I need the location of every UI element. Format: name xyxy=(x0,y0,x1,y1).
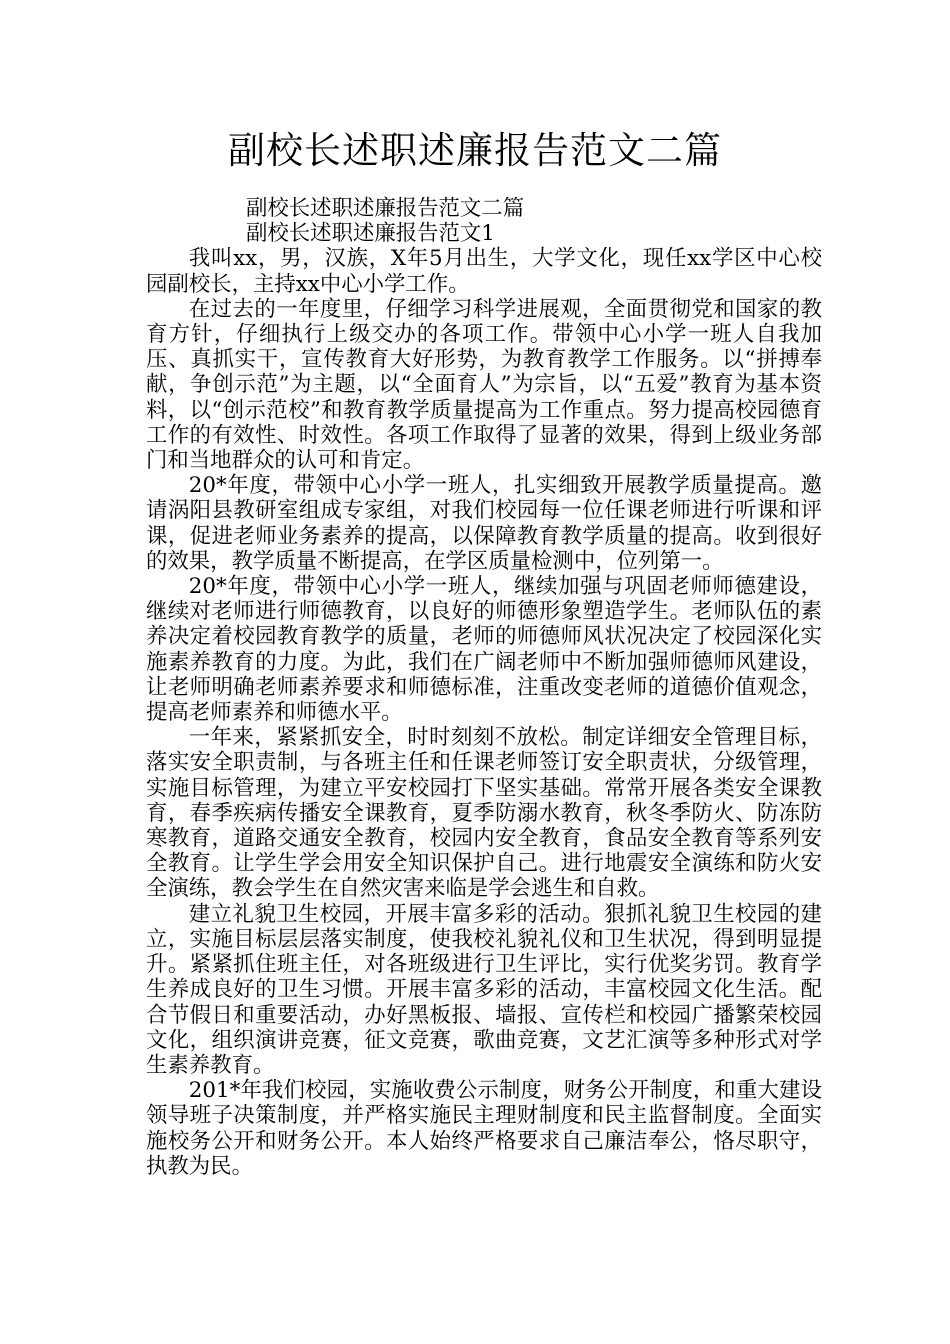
section-heading: 副校长述职述廉报告范文1 xyxy=(246,221,495,247)
document-subtitle: 副校长述职述廉报告范文二篇 xyxy=(246,196,525,221)
document-title: 副校长述职述廉报告范文二篇 xyxy=(228,129,722,172)
document-body xyxy=(146,196,822,1179)
paragraph-teacher-ethics: 20*年度，带领中心小学一班人，继续加强与巩固老师师德建设，继续对老师进行师德教育，以良好的师德形象塑造学生。老师队伍的素养决定着校园教育教学的质量，老师的师德师风状况决定了校园深化实施素养教育的力度。为此，我们在广阔老师中不断加强师德师风建设，让老师明确老师素养要求和师德标准，注重改变老师的道德价值观念，提高老师素养和师德水平。 xyxy=(146,574,822,726)
paragraph-safety: 一年来，紧紧抓安全，时时刻刻不放松。制定详细安全管理目标，落实安全职责制，与各班主任和任课老师签订安全职责状，分级管理，实施目标管理，为建立平安校园打下坚实基础。常常开展各类安全课教育，春季疾病传播安全课教育，夏季防溺水教育，秋冬季防火、防冻防寒教育，道路交通安全教育，校园内安全教育，食品安全教育等系列安全教育。让学生学会用安全知识保护自己。进行地震安全演练和防火安全演练，教会学生在自然灾害来临是学会逃生和自救。 xyxy=(146,725,822,902)
paragraph-teaching-quality: 20*年度，带领中心小学一班人，扎实细致开展教学质量提高。邀请涡阳县教研室组成专家组，对我们校园每一位任课老师进行听课和评课，促进老师业务素养的提高，以保障教育教学质量的提高。收到很好的效果，教学质量不断提高，在学区质量检测中，位列第一。 xyxy=(146,473,822,574)
paragraph-finance-integrity: 201*年我们校园，实施收费公示制度，财务公开制度，和重大建设领导班子决策制度，并严格实施民主理财制度和民主监督制度。全面实施校务公开和财务公开。本人始终严格要求自己廉洁奉公，恪尽职守，执教为民。 xyxy=(146,1078,822,1179)
paragraph-overview: 在过去的一年度里，仔细学习科学进展观，全面贯彻党和国家的教育方针，仔细执行上级交办的各项工作。带领中心小学一班人自我加压、真抓实干，宣传教育大好形势，为教育教学工作服务。以“拼搏奉献，争创示范”为主题，以“全面育人”为宗旨，以“五爱”教育为基本资料，以“创示范校”和教育教学质量提高为工作重点。努力提高校园德育工作的有效性、时效性。各项工作取得了显著的效果，得到上级业务部门和当地群众的认可和肯定。 xyxy=(146,296,822,474)
paragraph-campus-activities: 建立礼貌卫生校园，开展丰富多彩的活动。狠抓礼貌卫生校园的建立，实施目标层层落实制度，使我校礼貌礼仪和卫生状况，得到明显提升。紧紧抓住班主任，对各班级进行卫生评比，实行优奖劣罚。教育学生养成良好的卫生习惯。开展丰富多彩的活动，丰富校园文化生活。配合节假日和重要活动，办好黑板报、墙报、宣传栏和校园广播繁荣校园文化，组织演讲竞赛，征文竞赛，歌曲竞赛，文艺汇演等多种形式对学生素养教育。 xyxy=(146,901,822,1078)
paragraph-intro: 我叫xx，男，汉族，X年5月出生，大学文化，现任xx学区中心校园副校长，主持xx中心小学工作。 xyxy=(146,246,822,297)
